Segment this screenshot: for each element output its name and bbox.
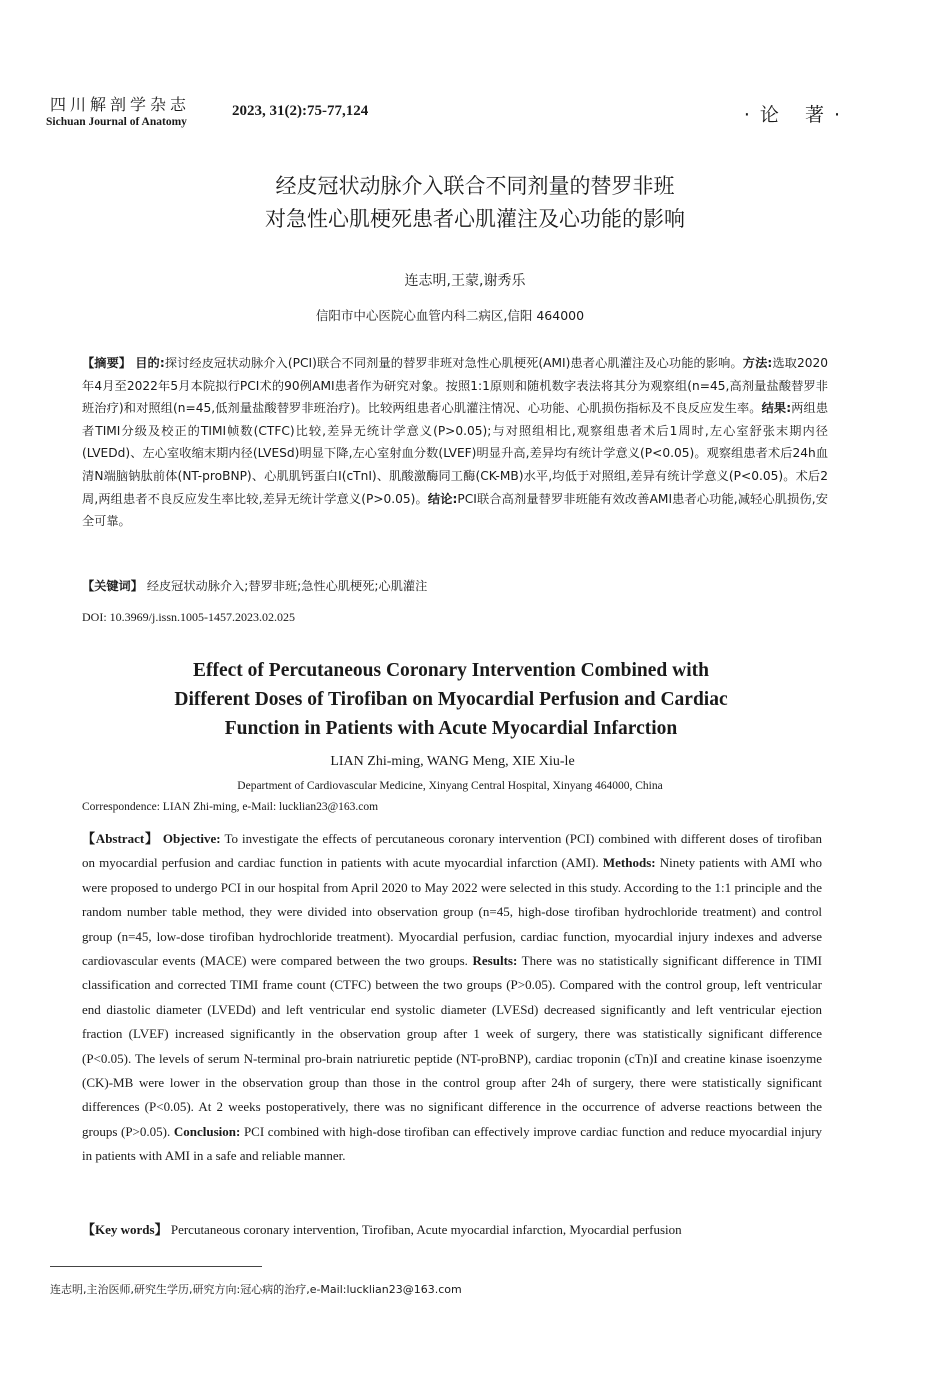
results-cn: 两组患者TIMI分级及校正的TIMI帧数(CTFC)比较,差异无统计学意义(P>0.05);与对照组相比,观察组患者术后1周时,左心室舒张末期内径(LVEDd)、左心室收缩末期内径(LVESd)明显下降,左心室射血分数(LVEF)明显升高,差异均有统计学意义(P<0.05)。观察组患者术后24h血清N端脑钠肽前体(NT-proBNP)、心肌肌钙蛋白I(cTnI)、肌酸激酶同工酶(CK-MB)水平,均低于对照组,差异有统计学意义(P<0.05)。术后2周,两组患者不良反应发生率比较,差异无统计学意义(P>0.05)。 [82,401,829,506]
keywords-en-label: 【Key words】 [82,1222,168,1237]
conclusion-cn: PCI联合高剂量替罗非班能有效改善AMI患者心功能,减轻心肌损伤,安全可靠。 [82,491,828,529]
doi: DOI: 10.3969/j.issn.1005-1457.2023.02.025 [82,610,295,624]
abstract-en [82,827,822,1169]
methods-cn-label: 方法: [742,356,773,370]
affiliation-cn: 信阳市中心医院心血管内科二病区,信阳 464000 [315,308,585,323]
objective-en-label: Objective: [162,831,221,846]
keywords-cn-label: 【关键词】 [82,579,143,593]
correspondence: Correspondence: LIAN Zhi-ming, e-Mail: lucklian23@163.com [82,801,379,813]
results-en-label: Results: [472,953,518,969]
keywords-en-text: Percutaneous coronary intervention, Tirofiban, Acute myocardial infarction, Myocardial perfusion [170,1222,682,1237]
conclusion-en: PCI combined with high-dose tirofiban can effectively improve cardiac function and reduce myocardial injury in patients with AMI in a safe and reliable manner. [82,1123,823,1164]
objective-cn-label: 目的: [135,356,165,370]
journal-name-en: Sichuan Journal of Anatomy [46,116,187,128]
title-cn-line-2: 对急性心肌梗死患者心肌灌注及心功能的影响 [265,207,685,231]
results-cn-label: 结果: [761,401,792,416]
abstract-en-label: 【Abstract】 [82,831,159,846]
results-en: There was no statistically significant difference in TIMI classification and corrected TIMI frame count (CTFC) between the two groups (P>0.05). Compared with the control group, left ventricular end diastolic diameter (LVEDd) and left ventricular end systolic diameter (LVESd) decreased significantly and left ventricular ejection fraction (LVEF) increased significantly in the observation group after 1 week of surgery, there was statistically significant difference (P<0.05). The levels of serum N-terminal pro-brain natriuretic peptide (NT-proBNP), cardiac troponin (cTn)I and creatine kinase isoenzyme (CK)-MB were lower in the observation group than those in the control group after 24h of surgery, there were statistically significant differences (P<0.05). At 2 weeks postoperatively, there was no significant difference in the occurrence of adverse reactions between the groups (P>0.05). [82,953,823,1139]
conclusion-cn-label: 结论: [427,491,458,506]
abstract-cn [82,352,828,533]
objective-en: To investigate the effects of percutaneous coronary intervention (PCI) combined with different doses of tirofiban on myocardial perfusion and cardiac function in patients with acute myocardial infarction (AMI). [82,831,823,871]
title-en-line-1: Effect of Percutaneous Coronary Intervention Combined with [193,660,709,681]
footnote-divider [50,1266,262,1267]
authors-en: LIAN Zhi-ming, WANG Meng, XIE Xiu-le [330,754,575,769]
footnote: 连志明,主治医师,研究生学历,研究方向:冠心病的治疗,e-Mail:lucklian23@163.com [50,1283,462,1296]
title-cn-line-1: 经皮冠状动脉介入联合不同剂量的替罗非班 [275,174,675,198]
keywords-en [82,1219,822,1238]
objective-cn: 探讨经皮冠状动脉介入(PCI)联合不同剂量的替罗非班对急性心肌梗死(AMI)患者心肌灌注及心功能的影响。 [164,356,743,370]
issue-info: 2023, 31(2):75-77,124 [232,103,369,119]
methods-cn: 选取2020年4月至2022年5月本院拟行PCI术的90例AMI患者作为研究对象。按照1:1原则和随机数字表法将其分为观察组(n=45,高剂量盐酸替罗非班治疗)和对照组(n=45,低剂量盐酸替罗非班治疗)。比较两组患者心肌灌注情况、心功能、心肌损伤指标及不良反应发生率。 [82,356,828,416]
affiliation-en: Department of Cardiovascular Medicine, Xinyang Central Hospital, Xinyang 464000, China [237,780,663,792]
title-en-line-3: Function in Patients with Acute Myocardial Infarction [224,718,678,739]
title-en-line-2: Different Doses of Tirofiban on Myocardial Perfusion and Cardiac [174,689,728,710]
conclusion-en-label: Conclusion: [173,1123,241,1139]
section-label: ·论 著· [743,104,850,126]
authors-cn: 连志明,王蒙,谢秀乐 [404,273,526,289]
methods-en: Ninety patients with AMI who were proposed to undergo PCI in our hospital from April 2020 to May 2022 were selected in this study. According to the 1:1 principle and the random number table method, they were divided into observation group (n=45, high-dose tirofiban hydrochloride treatment) and control group (n=45, low-dose tirofiban hydrochloride treatment). Myocardial perfusion, cardiac function, myocardial injury indexes and adverse cardiovascular events (MACE) were compared between the two groups. [82,855,822,969]
keywords-cn [82,577,828,594]
abstract-cn-label: 【摘要】 [82,356,132,370]
keywords-cn-text: 经皮冠状动脉介入;替罗非班;急性心肌梗死;心肌灌注 [146,579,428,593]
journal-name-cn: 四川解剖学杂志 [50,95,191,114]
methods-en-label: Methods: [602,855,656,871]
